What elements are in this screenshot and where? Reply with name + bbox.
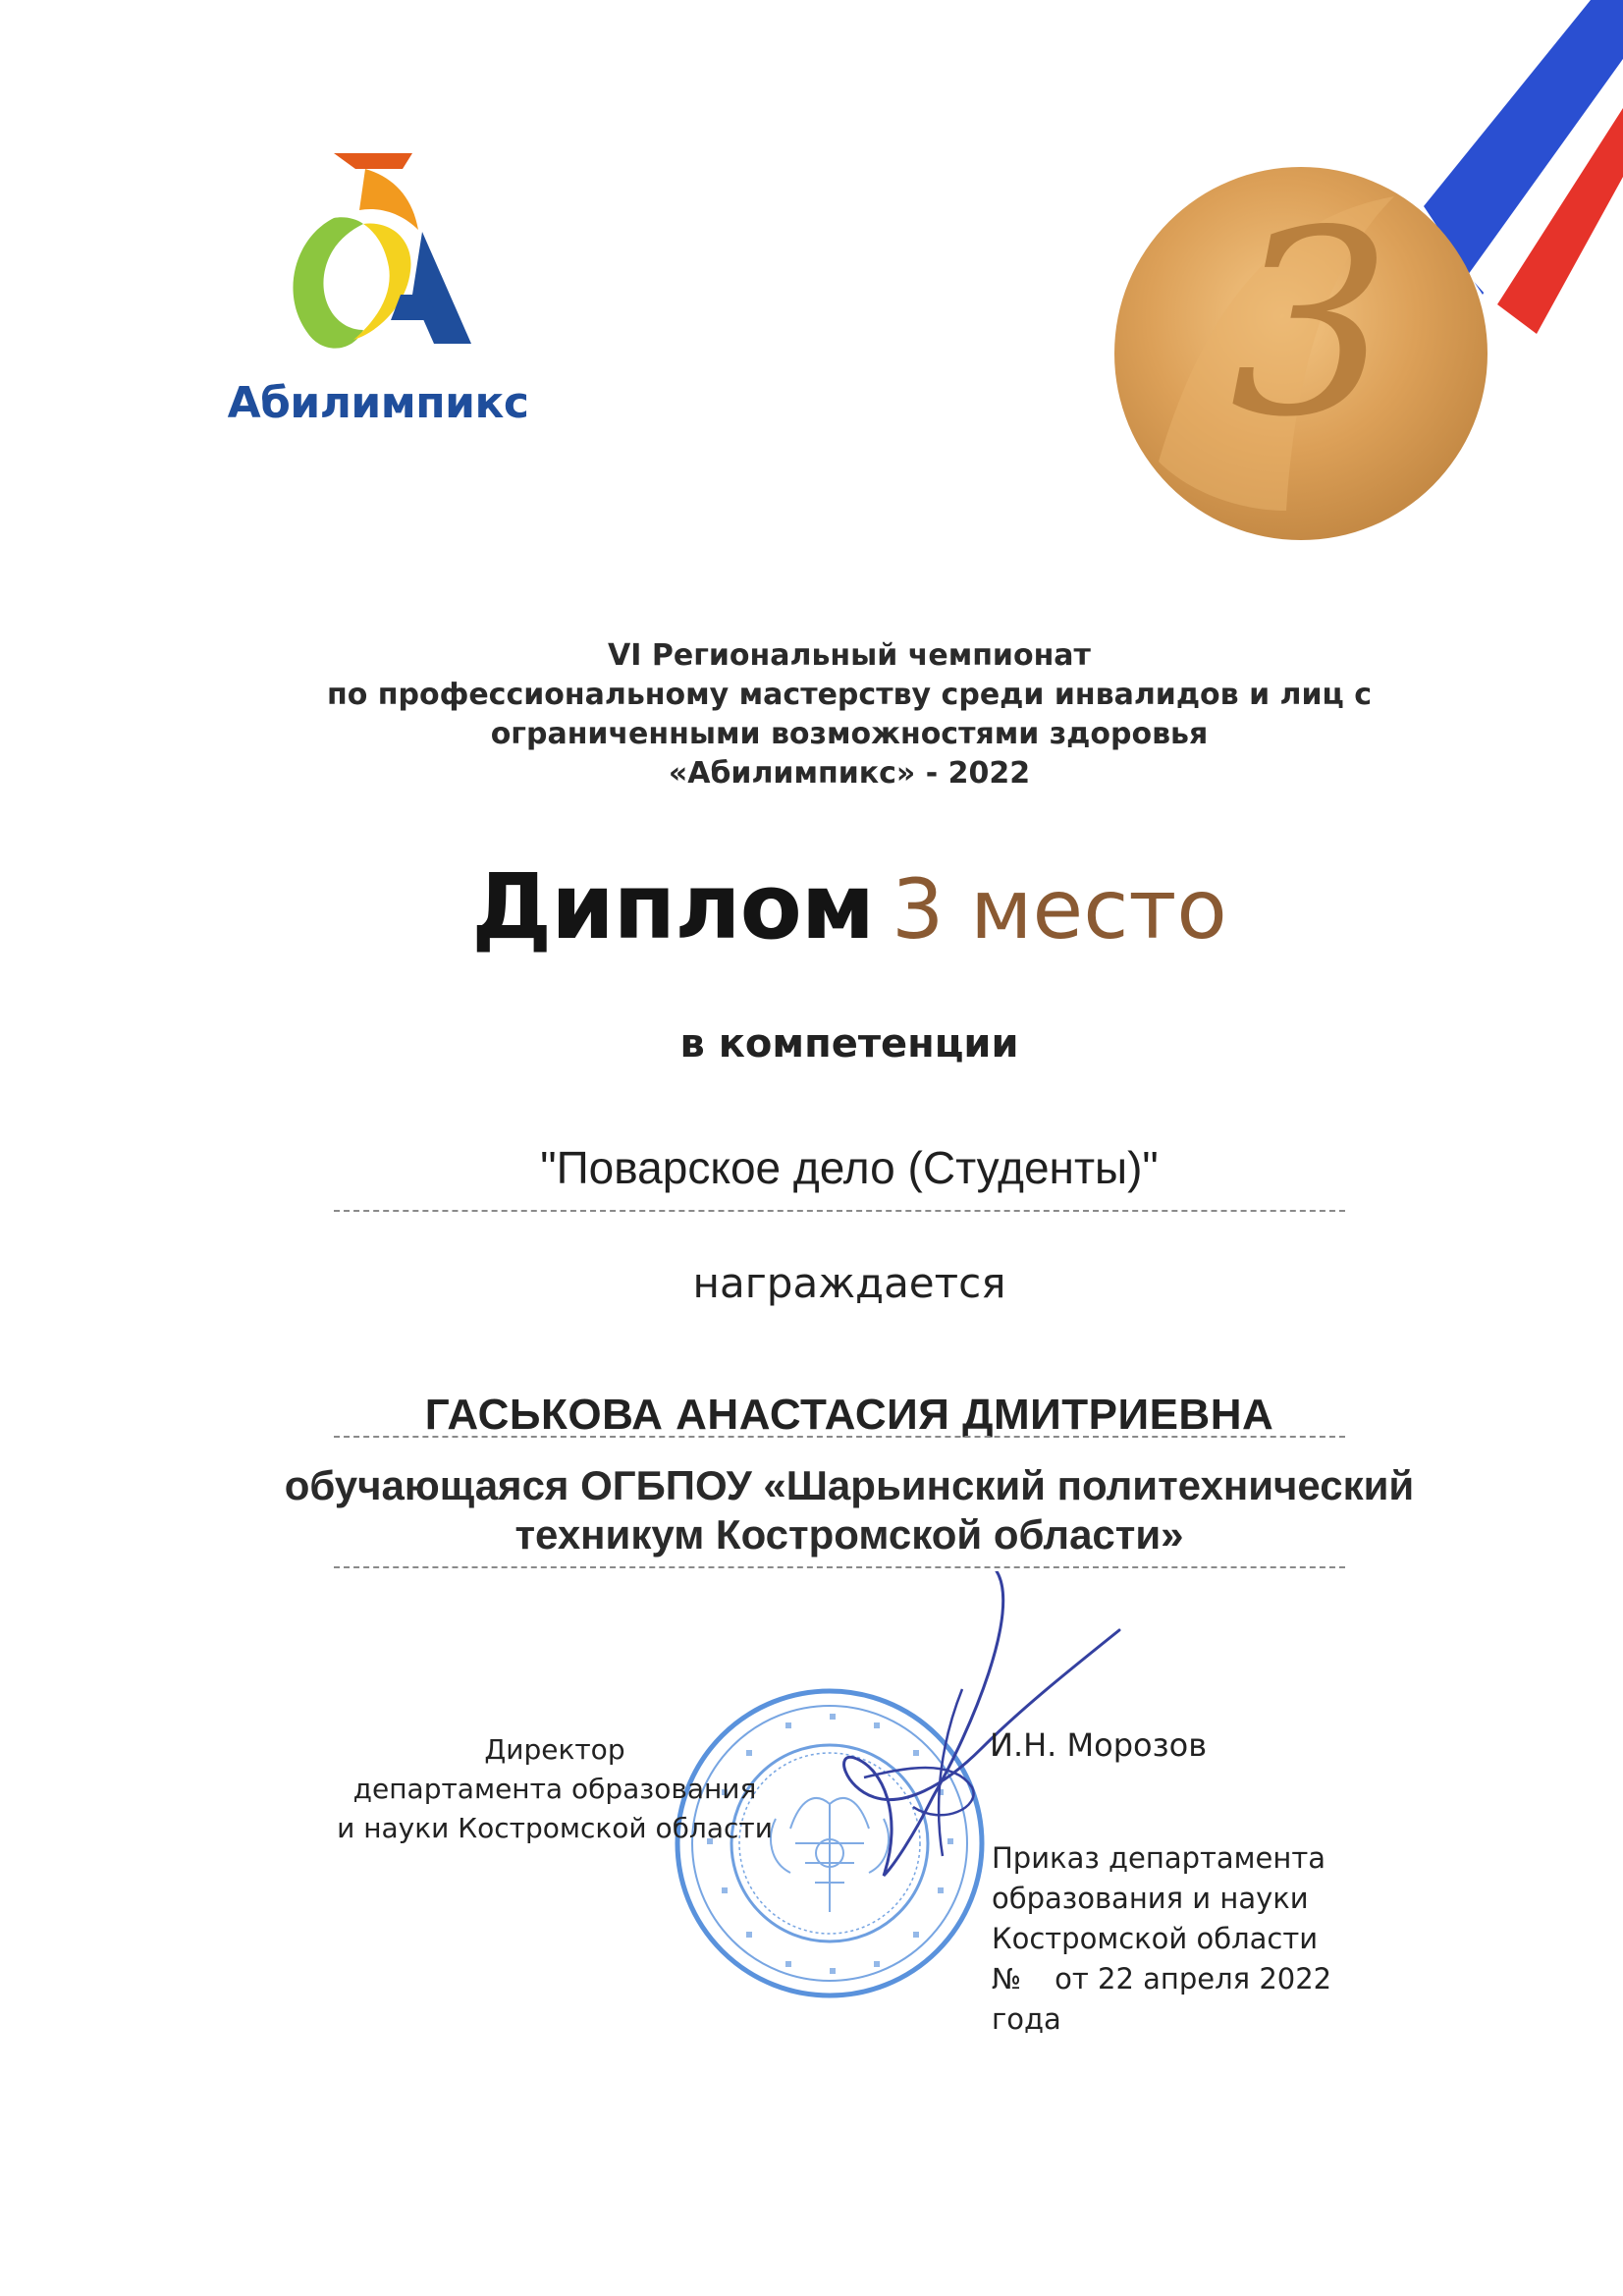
diploma-title: Диплом	[471, 854, 875, 959]
order-number-row	[992, 1959, 1404, 1999]
heading-line: «Абилимпикс» - 2022	[668, 756, 1031, 791]
competency-name: "Поварское дело (Студенты)"	[540, 1142, 1159, 1193]
place-label: 3 место	[892, 861, 1227, 957]
abilympics-logo-icon	[265, 147, 481, 363]
dotted-divider	[334, 1210, 1345, 1212]
recipient-name: ГАСЬКОВА АНАСТАСИЯ ДМИТРИЕВНА	[424, 1391, 1274, 1439]
heading-line: VI Региональный чемпионат	[608, 638, 1091, 673]
order-number-label: №	[992, 1962, 1022, 1995]
dotted-divider	[334, 1436, 1345, 1438]
order-line: Приказ департамента	[992, 1841, 1326, 1875]
order-line: образования и науки	[992, 1882, 1309, 1915]
director-line: Директор	[484, 1733, 625, 1766]
logo-wordmark: Абилимпикс	[227, 378, 529, 428]
order-date: от 22 апреля 2022	[1055, 1962, 1332, 1995]
medal-number: 3	[1229, 177, 1392, 473]
championship-heading	[196, 636, 1502, 793]
heading-line: по профессиональному мастерству среди инвалидов и лиц с	[326, 678, 1373, 712]
dotted-divider	[334, 1566, 1345, 1568]
director-line: департамента образования	[352, 1773, 757, 1805]
affiliation-line: обучающаяся ОГБПОУ «Шарьинский политехнический	[284, 1462, 1415, 1508]
bronze-medal-icon	[1100, 0, 1623, 550]
director-line: и науки Костромской области	[337, 1812, 773, 1844]
competency-intro: в компетенции	[679, 1021, 1019, 1066]
order-year-suffix: года	[992, 2002, 1061, 2036]
diploma-title-row	[196, 854, 1502, 959]
awarded-label: награждается	[692, 1259, 1006, 1307]
affiliation-line: техникум Костромской области»	[514, 1511, 1184, 1558]
recipient-affiliation	[147, 1461, 1551, 1559]
order-line: Костромской области	[992, 1922, 1319, 1955]
director-title	[324, 1730, 785, 1848]
signer-name: И.Н. Морозов	[990, 1726, 1208, 1764]
order-reference	[992, 1838, 1404, 2040]
heading-line: ограниченными возможностями здоровья	[490, 717, 1209, 751]
